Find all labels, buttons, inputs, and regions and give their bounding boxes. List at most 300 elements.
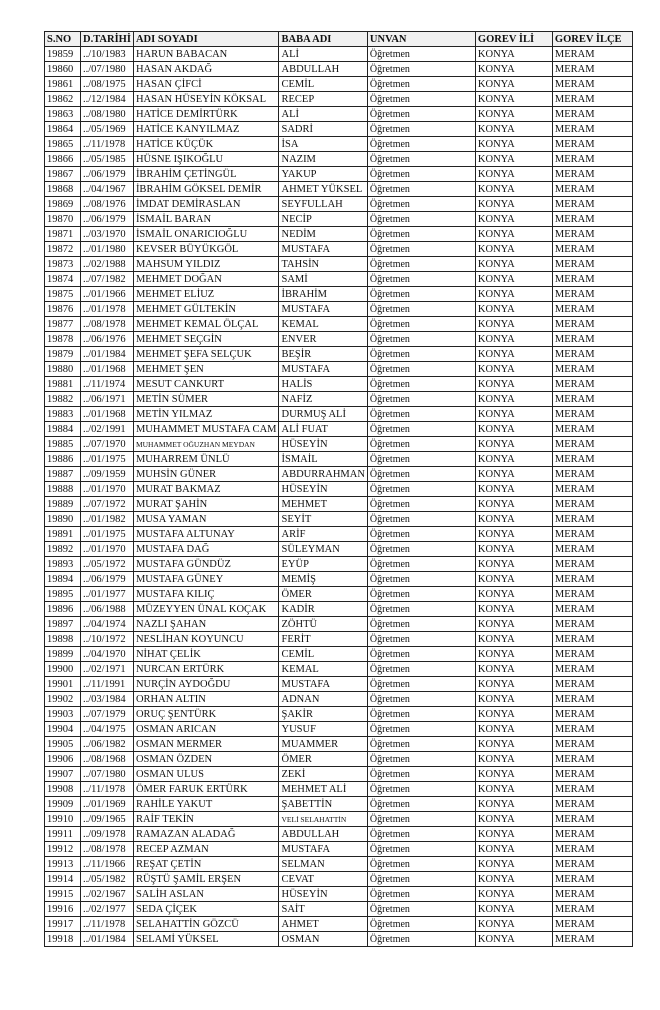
cell-sno: 19860 — [45, 62, 81, 77]
cell-full-name: MUSTAFA DAĞ — [133, 542, 279, 557]
cell-father-name: RECEP — [279, 92, 367, 107]
header-sno: S.NO — [45, 32, 81, 47]
cell-father-name: SÜLEYMAN — [279, 542, 367, 557]
table-row — [45, 467, 633, 482]
cell-birth-date: ../05/1969 — [81, 122, 134, 137]
cell-province: KONYA — [475, 617, 552, 632]
cell-province: KONYA — [475, 212, 552, 227]
cell-birth-date: ../07/1982 — [81, 272, 134, 287]
cell-title: Öğretmen — [367, 932, 475, 947]
table-row — [45, 497, 633, 512]
cell-birth-date: ../07/1979 — [81, 707, 134, 722]
cell-sno: 19868 — [45, 182, 81, 197]
table-row — [45, 557, 633, 572]
cell-full-name: MUHSİN GÜNER — [133, 467, 279, 482]
table-row — [45, 842, 633, 857]
cell-full-name: METİN SÜMER — [133, 392, 279, 407]
table-row — [45, 902, 633, 917]
cell-title: Öğretmen — [367, 767, 475, 782]
cell-title: Öğretmen — [367, 77, 475, 92]
cell-birth-date: ../04/1975 — [81, 722, 134, 737]
cell-province: KONYA — [475, 737, 552, 752]
cell-district: MERAM — [552, 662, 632, 677]
cell-district: MERAM — [552, 572, 632, 587]
cell-province: KONYA — [475, 167, 552, 182]
cell-title: Öğretmen — [367, 272, 475, 287]
cell-title: Öğretmen — [367, 257, 475, 272]
table-row — [45, 722, 633, 737]
cell-full-name: MEHMET ŞEFA SELÇUK — [133, 347, 279, 362]
cell-sno: 19892 — [45, 542, 81, 557]
cell-birth-date: ../02/1967 — [81, 887, 134, 902]
cell-father-name: EYÜP — [279, 557, 367, 572]
cell-district: MERAM — [552, 47, 632, 62]
cell-birth-date: ../01/1970 — [81, 482, 134, 497]
cell-district: MERAM — [552, 602, 632, 617]
cell-birth-date: ../11/1966 — [81, 857, 134, 872]
cell-full-name: MEHMET SEÇGİN — [133, 332, 279, 347]
cell-full-name: HASAN AKDAĞ — [133, 62, 279, 77]
table-row — [45, 287, 633, 302]
table-row — [45, 212, 633, 227]
cell-father-name: ABDULLAH — [279, 62, 367, 77]
cell-district: MERAM — [552, 107, 632, 122]
cell-title: Öğretmen — [367, 287, 475, 302]
cell-title: Öğretmen — [367, 107, 475, 122]
cell-birth-date: ../08/1978 — [81, 842, 134, 857]
cell-birth-date: ../02/1971 — [81, 662, 134, 677]
cell-father-name: AHMET YÜKSEL — [279, 182, 367, 197]
table-row — [45, 827, 633, 842]
cell-title: Öğretmen — [367, 827, 475, 842]
cell-full-name: MEHMET KEMAL ÖLÇAL — [133, 317, 279, 332]
cell-title: Öğretmen — [367, 722, 475, 737]
table-row — [45, 302, 633, 317]
cell-sno: 19864 — [45, 122, 81, 137]
cell-full-name: NİHAT ÇELİK — [133, 647, 279, 662]
cell-sno: 19905 — [45, 737, 81, 752]
cell-district: MERAM — [552, 767, 632, 782]
table-row — [45, 482, 633, 497]
cell-sno: 19896 — [45, 602, 81, 617]
cell-full-name: RECEP AZMAN — [133, 842, 279, 857]
cell-district: MERAM — [552, 527, 632, 542]
cell-father-name: ADNAN — [279, 692, 367, 707]
cell-full-name: İBRAHİM GÖKSEL DEMİR — [133, 182, 279, 197]
table-row — [45, 737, 633, 752]
cell-district: MERAM — [552, 752, 632, 767]
table-row — [45, 92, 633, 107]
cell-title: Öğretmen — [367, 527, 475, 542]
cell-father-name: SELMAN — [279, 857, 367, 872]
cell-title: Öğretmen — [367, 842, 475, 857]
cell-district: MERAM — [552, 557, 632, 572]
cell-birth-date: ../08/1975 — [81, 77, 134, 92]
cell-district: MERAM — [552, 812, 632, 827]
cell-district: MERAM — [552, 92, 632, 107]
cell-province: KONYA — [475, 347, 552, 362]
cell-full-name: MEHMET ŞEN — [133, 362, 279, 377]
cell-title: Öğretmen — [367, 887, 475, 902]
cell-father-name: MUAMMER — [279, 737, 367, 752]
cell-province: KONYA — [475, 77, 552, 92]
cell-father-name: MUSTAFA — [279, 677, 367, 692]
cell-province: KONYA — [475, 932, 552, 947]
cell-full-name: MEHMET DOĞAN — [133, 272, 279, 287]
cell-district: MERAM — [552, 227, 632, 242]
cell-father-name: FERİT — [279, 632, 367, 647]
cell-district: MERAM — [552, 392, 632, 407]
cell-full-name: SEDA ÇİÇEK — [133, 902, 279, 917]
cell-father-name: DURMUŞ ALİ — [279, 407, 367, 422]
cell-province: KONYA — [475, 407, 552, 422]
cell-full-name: SELAHATTİN GÖZCÜ — [133, 917, 279, 932]
cell-title: Öğretmen — [367, 482, 475, 497]
cell-province: KONYA — [475, 437, 552, 452]
cell-father-name: AHMET — [279, 917, 367, 932]
cell-birth-date: ../07/1980 — [81, 62, 134, 77]
cell-province: KONYA — [475, 587, 552, 602]
cell-father-name: ENVER — [279, 332, 367, 347]
cell-district: MERAM — [552, 797, 632, 812]
cell-birth-date: ../08/1968 — [81, 752, 134, 767]
cell-title: Öğretmen — [367, 377, 475, 392]
cell-father-name: HÜSEYİN — [279, 887, 367, 902]
cell-sno: 19884 — [45, 422, 81, 437]
cell-father-name: ARİF — [279, 527, 367, 542]
cell-province: KONYA — [475, 242, 552, 257]
cell-full-name: ORHAN ALTIN — [133, 692, 279, 707]
cell-sno: 19898 — [45, 632, 81, 647]
cell-district: MERAM — [552, 287, 632, 302]
cell-title: Öğretmen — [367, 347, 475, 362]
cell-birth-date: ../06/1979 — [81, 572, 134, 587]
cell-birth-date: ../11/1978 — [81, 137, 134, 152]
cell-sno: 19881 — [45, 377, 81, 392]
cell-sno: 19903 — [45, 707, 81, 722]
table-row — [45, 812, 633, 827]
cell-district: MERAM — [552, 632, 632, 647]
cell-birth-date: ../08/1976 — [81, 197, 134, 212]
cell-father-name: BEŞİR — [279, 347, 367, 362]
cell-province: KONYA — [475, 782, 552, 797]
cell-full-name: REŞAT ÇETİN — [133, 857, 279, 872]
cell-sno: 19915 — [45, 887, 81, 902]
cell-district: MERAM — [552, 197, 632, 212]
cell-father-name: ALİ — [279, 107, 367, 122]
cell-title: Öğretmen — [367, 662, 475, 677]
cell-province: KONYA — [475, 752, 552, 767]
cell-full-name: HÜSNE IŞIKOĞLU — [133, 152, 279, 167]
cell-full-name: HATİCE DEMİRTÜRK — [133, 107, 279, 122]
cell-title: Öğretmen — [367, 677, 475, 692]
header-row — [45, 32, 633, 47]
cell-title: Öğretmen — [367, 452, 475, 467]
cell-full-name: HATİCE KANYILMAZ — [133, 122, 279, 137]
cell-district: MERAM — [552, 347, 632, 362]
cell-full-name: OSMAN ULUS — [133, 767, 279, 782]
cell-full-name: RAİF TEKİN — [133, 812, 279, 827]
cell-province: KONYA — [475, 452, 552, 467]
cell-title: Öğretmen — [367, 812, 475, 827]
cell-title: Öğretmen — [367, 122, 475, 137]
cell-district: MERAM — [552, 467, 632, 482]
cell-birth-date: ../06/1971 — [81, 392, 134, 407]
table-row — [45, 392, 633, 407]
cell-father-name: ŞABETTİN — [279, 797, 367, 812]
cell-title: Öğretmen — [367, 392, 475, 407]
cell-sno: 19900 — [45, 662, 81, 677]
table-row — [45, 782, 633, 797]
cell-full-name: HASAN HÜSEYİN KÖKSAL — [133, 92, 279, 107]
cell-title: Öğretmen — [367, 152, 475, 167]
cell-sno: 19889 — [45, 497, 81, 512]
table-row — [45, 197, 633, 212]
cell-birth-date: ../01/1966 — [81, 287, 134, 302]
cell-province: KONYA — [475, 332, 552, 347]
cell-district: MERAM — [552, 122, 632, 137]
cell-father-name: SAMİ — [279, 272, 367, 287]
table-row — [45, 452, 633, 467]
cell-full-name: NURCAN ERTÜRK — [133, 662, 279, 677]
table-body — [45, 47, 633, 947]
table-row — [45, 407, 633, 422]
cell-district: MERAM — [552, 872, 632, 887]
cell-sno: 19883 — [45, 407, 81, 422]
cell-father-name: ALİ — [279, 47, 367, 62]
cell-full-name: MESUT CANKURT — [133, 377, 279, 392]
cell-sno: 19906 — [45, 752, 81, 767]
cell-title: Öğretmen — [367, 752, 475, 767]
table-row — [45, 47, 633, 62]
cell-birth-date: ../03/1970 — [81, 227, 134, 242]
cell-father-name: ZÖHTÜ — [279, 617, 367, 632]
cell-birth-date: ../02/1988 — [81, 257, 134, 272]
table-row — [45, 272, 633, 287]
cell-title: Öğretmen — [367, 692, 475, 707]
cell-title: Öğretmen — [367, 782, 475, 797]
cell-full-name: NURÇİN AYDOĞDU — [133, 677, 279, 692]
cell-district: MERAM — [552, 692, 632, 707]
cell-birth-date: ../04/1974 — [81, 617, 134, 632]
table-row — [45, 542, 633, 557]
cell-sno: 19890 — [45, 512, 81, 527]
table-row — [45, 797, 633, 812]
cell-birth-date: ../10/1983 — [81, 47, 134, 62]
cell-province: KONYA — [475, 287, 552, 302]
cell-father-name: ABDULLAH — [279, 827, 367, 842]
cell-father-name: HALİS — [279, 377, 367, 392]
cell-district: MERAM — [552, 617, 632, 632]
cell-father-name: MEMİŞ — [279, 572, 367, 587]
cell-province: KONYA — [475, 527, 552, 542]
cell-full-name: HATİCE KÜÇÜK — [133, 137, 279, 152]
cell-sno: 19918 — [45, 932, 81, 947]
cell-province: KONYA — [475, 92, 552, 107]
table-row — [45, 62, 633, 77]
cell-full-name: MUSTAFA ALTUNAY — [133, 527, 279, 542]
cell-district: MERAM — [552, 167, 632, 182]
table-row — [45, 647, 633, 662]
cell-title: Öğretmen — [367, 422, 475, 437]
cell-district: MERAM — [552, 677, 632, 692]
cell-sno: 19880 — [45, 362, 81, 377]
table-row — [45, 857, 633, 872]
cell-sno: 19879 — [45, 347, 81, 362]
cell-father-name: ÖMER — [279, 587, 367, 602]
cell-district: MERAM — [552, 257, 632, 272]
cell-full-name: RÜŞTÜ ŞAMİL ERŞEN — [133, 872, 279, 887]
table-row — [45, 122, 633, 137]
table-row — [45, 527, 633, 542]
cell-district: MERAM — [552, 452, 632, 467]
cell-birth-date: ../11/1974 — [81, 377, 134, 392]
cell-full-name: ÖMER FARUK ERTÜRK — [133, 782, 279, 797]
cell-sno: 19863 — [45, 107, 81, 122]
cell-father-name: HÜSEYİN — [279, 482, 367, 497]
cell-birth-date: ../01/1984 — [81, 932, 134, 947]
cell-province: KONYA — [475, 797, 552, 812]
cell-title: Öğretmen — [367, 182, 475, 197]
cell-father-name: NECİP — [279, 212, 367, 227]
cell-district: MERAM — [552, 737, 632, 752]
cell-sno: 19865 — [45, 137, 81, 152]
cell-title: Öğretmen — [367, 902, 475, 917]
cell-district: MERAM — [552, 362, 632, 377]
cell-birth-date: ../01/1984 — [81, 347, 134, 362]
cell-full-name: SELAMİ YÜKSEL — [133, 932, 279, 947]
cell-province: KONYA — [475, 677, 552, 692]
cell-birth-date: ../07/1980 — [81, 767, 134, 782]
cell-full-name: RAMAZAN ALADAĞ — [133, 827, 279, 842]
cell-title: Öğretmen — [367, 737, 475, 752]
header-district: GOREV İLÇE — [552, 32, 632, 47]
cell-district: MERAM — [552, 407, 632, 422]
cell-father-name: SADRİ — [279, 122, 367, 137]
cell-father-name: ŞAKİR — [279, 707, 367, 722]
cell-father-name: MUSTAFA — [279, 302, 367, 317]
cell-province: KONYA — [475, 197, 552, 212]
cell-full-name: HARUN BABACAN — [133, 47, 279, 62]
cell-district: MERAM — [552, 137, 632, 152]
cell-full-name: HASAN ÇİFCİ — [133, 77, 279, 92]
cell-title: Öğretmen — [367, 572, 475, 587]
cell-province: KONYA — [475, 827, 552, 842]
cell-birth-date: ../11/1978 — [81, 782, 134, 797]
cell-district: MERAM — [552, 857, 632, 872]
cell-district: MERAM — [552, 542, 632, 557]
cell-birth-date: ../06/1979 — [81, 212, 134, 227]
cell-full-name: İBRAHİM ÇETİNGÜL — [133, 167, 279, 182]
cell-title: Öğretmen — [367, 92, 475, 107]
cell-birth-date: ../11/1991 — [81, 677, 134, 692]
cell-father-name: SAİT — [279, 902, 367, 917]
cell-father-name: ALİ FUAT — [279, 422, 367, 437]
cell-province: KONYA — [475, 662, 552, 677]
cell-birth-date: ../06/1982 — [81, 737, 134, 752]
cell-full-name: SALİH ASLAN — [133, 887, 279, 902]
cell-full-name: NESLİHAN KOYUNCU — [133, 632, 279, 647]
cell-district: MERAM — [552, 707, 632, 722]
table-row — [45, 917, 633, 932]
cell-province: KONYA — [475, 257, 552, 272]
cell-province: KONYA — [475, 227, 552, 242]
cell-district: MERAM — [552, 497, 632, 512]
cell-title: Öğretmen — [367, 617, 475, 632]
cell-province: KONYA — [475, 542, 552, 557]
cell-birth-date: ../01/1968 — [81, 362, 134, 377]
cell-sno: 19907 — [45, 767, 81, 782]
cell-full-name: MÜZEYYEN ÜNAL KOÇAK — [133, 602, 279, 617]
cell-full-name: OSMAN MERMER — [133, 737, 279, 752]
cell-birth-date: ../05/1982 — [81, 872, 134, 887]
cell-birth-date: ../01/1970 — [81, 542, 134, 557]
cell-birth-date: ../01/1978 — [81, 302, 134, 317]
cell-sno: 19885 — [45, 437, 81, 452]
cell-title: Öğretmen — [367, 587, 475, 602]
table-row — [45, 167, 633, 182]
cell-father-name: YUSUF — [279, 722, 367, 737]
cell-province: KONYA — [475, 647, 552, 662]
cell-sno: 19866 — [45, 152, 81, 167]
cell-father-name: KEMAL — [279, 317, 367, 332]
cell-title: Öğretmen — [367, 227, 475, 242]
personnel-table — [44, 31, 633, 947]
cell-birth-date: ../04/1970 — [81, 647, 134, 662]
cell-district: MERAM — [552, 902, 632, 917]
cell-father-name: İBRAHİM — [279, 287, 367, 302]
cell-district: MERAM — [552, 587, 632, 602]
cell-district: MERAM — [552, 782, 632, 797]
cell-full-name: İMDAT DEMİRASLAN — [133, 197, 279, 212]
cell-province: KONYA — [475, 917, 552, 932]
cell-province: KONYA — [475, 857, 552, 872]
cell-sno: 19874 — [45, 272, 81, 287]
cell-father-name: OSMAN — [279, 932, 367, 947]
cell-province: KONYA — [475, 632, 552, 647]
cell-father-name: YAKUP — [279, 167, 367, 182]
cell-birth-date: ../09/1978 — [81, 827, 134, 842]
cell-district: MERAM — [552, 647, 632, 662]
cell-district: MERAM — [552, 152, 632, 167]
cell-district: MERAM — [552, 827, 632, 842]
cell-title: Öğretmen — [367, 362, 475, 377]
cell-birth-date: ../03/1984 — [81, 692, 134, 707]
header-title: UNVAN — [367, 32, 475, 47]
cell-province: KONYA — [475, 842, 552, 857]
cell-title: Öğretmen — [367, 302, 475, 317]
cell-birth-date: ../10/1972 — [81, 632, 134, 647]
cell-birth-date: ../01/1975 — [81, 452, 134, 467]
cell-birth-date: ../08/1980 — [81, 107, 134, 122]
cell-birth-date: ../06/1976 — [81, 332, 134, 347]
cell-full-name: OSMAN ARICAN — [133, 722, 279, 737]
cell-sno: 19899 — [45, 647, 81, 662]
cell-sno: 19861 — [45, 77, 81, 92]
cell-father-name: MEHMET — [279, 497, 367, 512]
cell-full-name: MUSTAFA GÜNEY — [133, 572, 279, 587]
cell-father-name: MUSTAFA — [279, 362, 367, 377]
cell-birth-date: ../12/1984 — [81, 92, 134, 107]
table-row — [45, 137, 633, 152]
cell-sno: 19886 — [45, 452, 81, 467]
table-row — [45, 587, 633, 602]
table-row — [45, 152, 633, 167]
cell-father-name: NAFİZ — [279, 392, 367, 407]
cell-title: Öğretmen — [367, 197, 475, 212]
cell-title: Öğretmen — [367, 542, 475, 557]
cell-father-name: SEYFULLAH — [279, 197, 367, 212]
